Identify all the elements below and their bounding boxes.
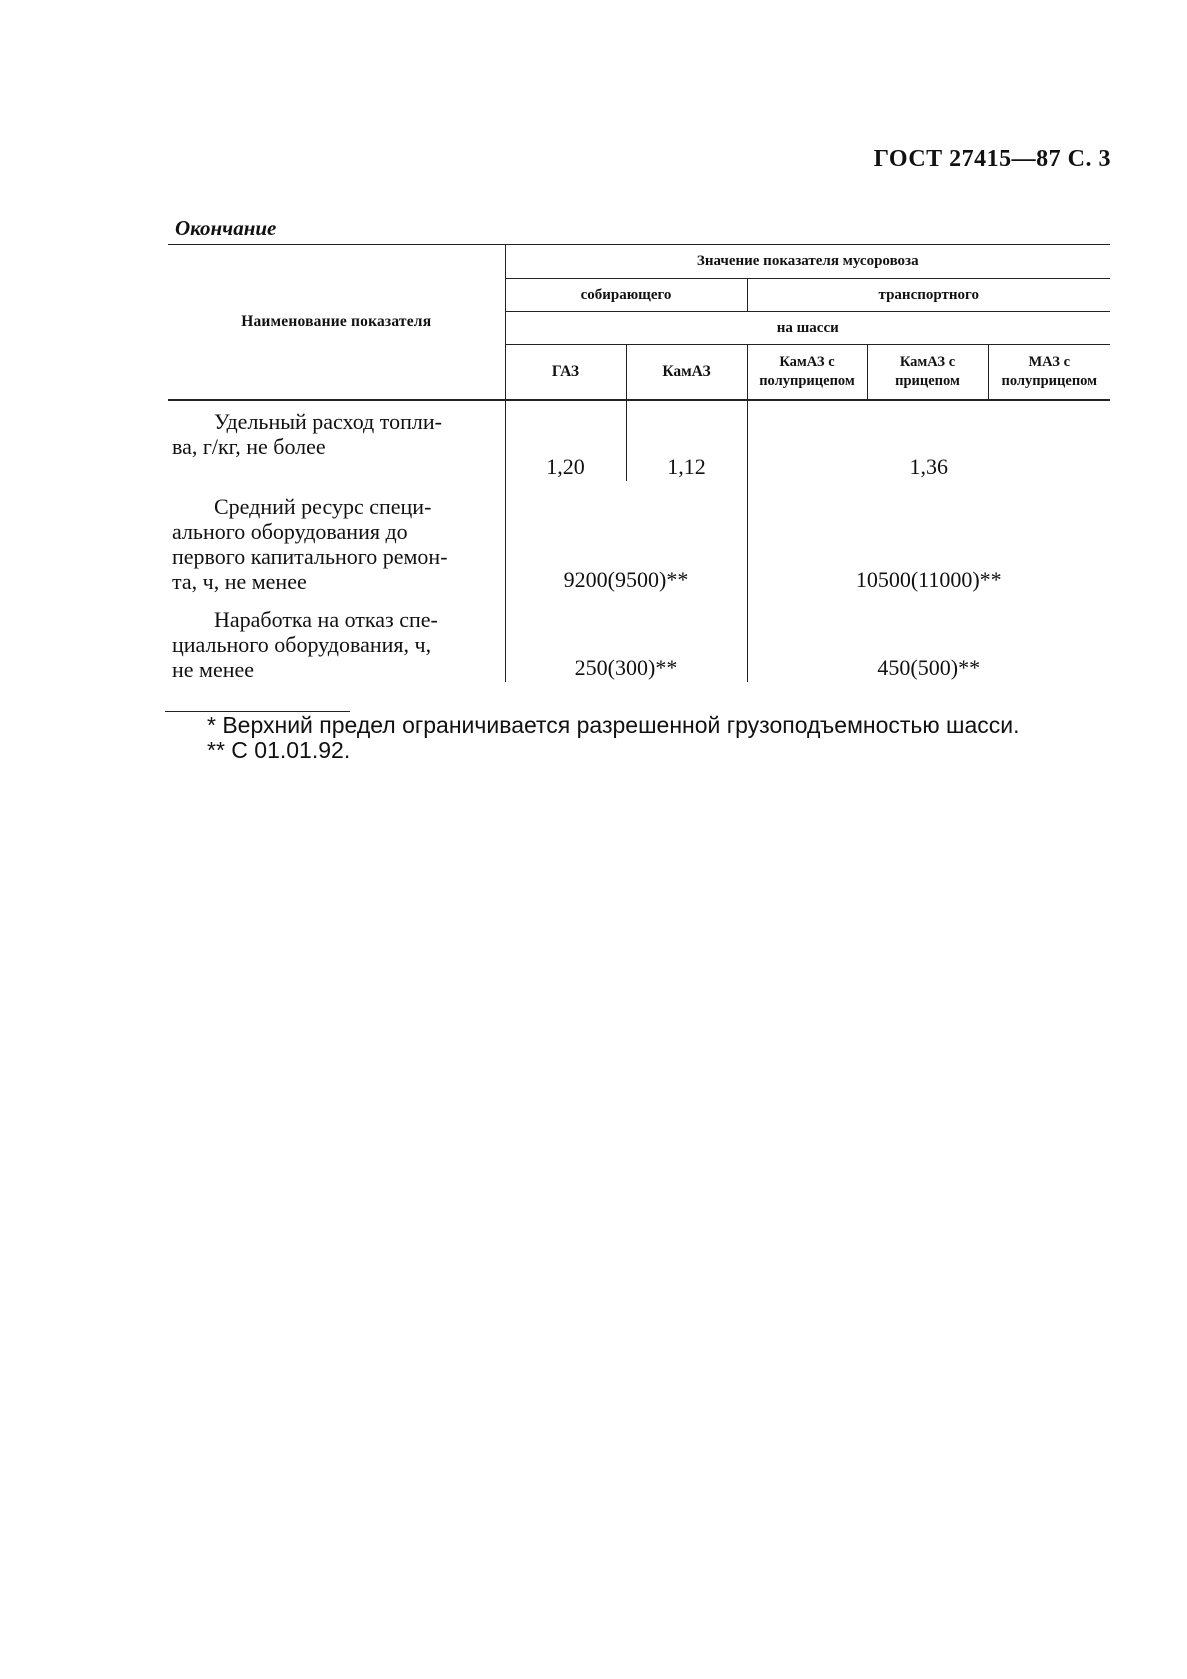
indicator-name: Удельный расход топли- ва, г/кг, не более xyxy=(172,409,442,459)
table-row xyxy=(168,594,1110,682)
footnote-effective-date: ** С 01.01.92. xyxy=(207,737,351,763)
value-cell-collecting xyxy=(505,481,747,594)
column-header-indicator-name: Наименование показателя xyxy=(168,245,505,401)
footnote-upper-limit: * Верхний предел ограничивается разрешенной грузоподъемностью шасси. xyxy=(207,712,1020,738)
value-cell-transport xyxy=(747,594,1110,682)
column-header-chassis: на шасси xyxy=(505,312,1110,345)
model-line2: прицепом xyxy=(895,373,960,389)
model-line1: КамАЗ с xyxy=(899,354,956,371)
model-line1: МАЗ с xyxy=(1028,354,1071,371)
value-cell-gaz xyxy=(505,400,626,481)
table-row xyxy=(168,400,1110,481)
column-header-value: Значение показателя мусоровоза xyxy=(505,245,1110,279)
page-header-standard-ref: ГОСТ 27415—87 С. 3 xyxy=(873,146,1111,172)
column-header-gaz xyxy=(505,345,626,401)
value-cell-kamaz xyxy=(626,400,747,481)
value-text: 10500(11000)** xyxy=(855,567,1002,592)
indicator-name-cell xyxy=(168,481,505,594)
model-line1: КамАЗ xyxy=(662,363,711,381)
model-line2: полуприцепом xyxy=(1001,373,1098,389)
indicator-table xyxy=(168,244,1110,682)
indicator-name-cell xyxy=(168,594,505,682)
value-text: 1,36 xyxy=(909,454,948,479)
value-text: 450(500)** xyxy=(877,655,981,680)
model-line1: КамАЗ с xyxy=(779,354,835,371)
table-row xyxy=(168,481,1110,594)
indicator-name: Средний ресурс специ- ального оборудования до первого капитального ремон- та, ч, не менее xyxy=(172,494,448,594)
column-header-collecting: собирающего xyxy=(505,279,747,312)
value-text: 250(300)** xyxy=(574,655,678,680)
column-header-transport: транспортного xyxy=(747,279,1110,312)
value-cell-transport xyxy=(747,481,1110,594)
column-header-kamaz xyxy=(626,345,747,401)
model-line1: ГАЗ xyxy=(551,363,580,381)
indicator-name-cell xyxy=(168,400,505,481)
model-line2: полуприцепом xyxy=(759,373,855,389)
column-header-kamaz-trailer xyxy=(867,345,988,401)
value-cell-collecting xyxy=(505,594,747,682)
value-text: 1,12 xyxy=(667,454,706,479)
column-header-maz-semitrailer xyxy=(988,345,1110,401)
column-header-kamaz-semitrailer xyxy=(747,345,867,401)
footnotes xyxy=(207,713,1020,763)
indicator-name: Наработка на отказ спе- циального оборудования, ч, не менее xyxy=(172,607,438,682)
indicator-table-container xyxy=(168,244,1110,682)
value-cell-transport xyxy=(747,400,1110,481)
continuation-label: Окончание xyxy=(175,216,277,240)
value-text: 9200(9500)** xyxy=(563,567,689,592)
value-text: 1,20 xyxy=(546,454,585,479)
